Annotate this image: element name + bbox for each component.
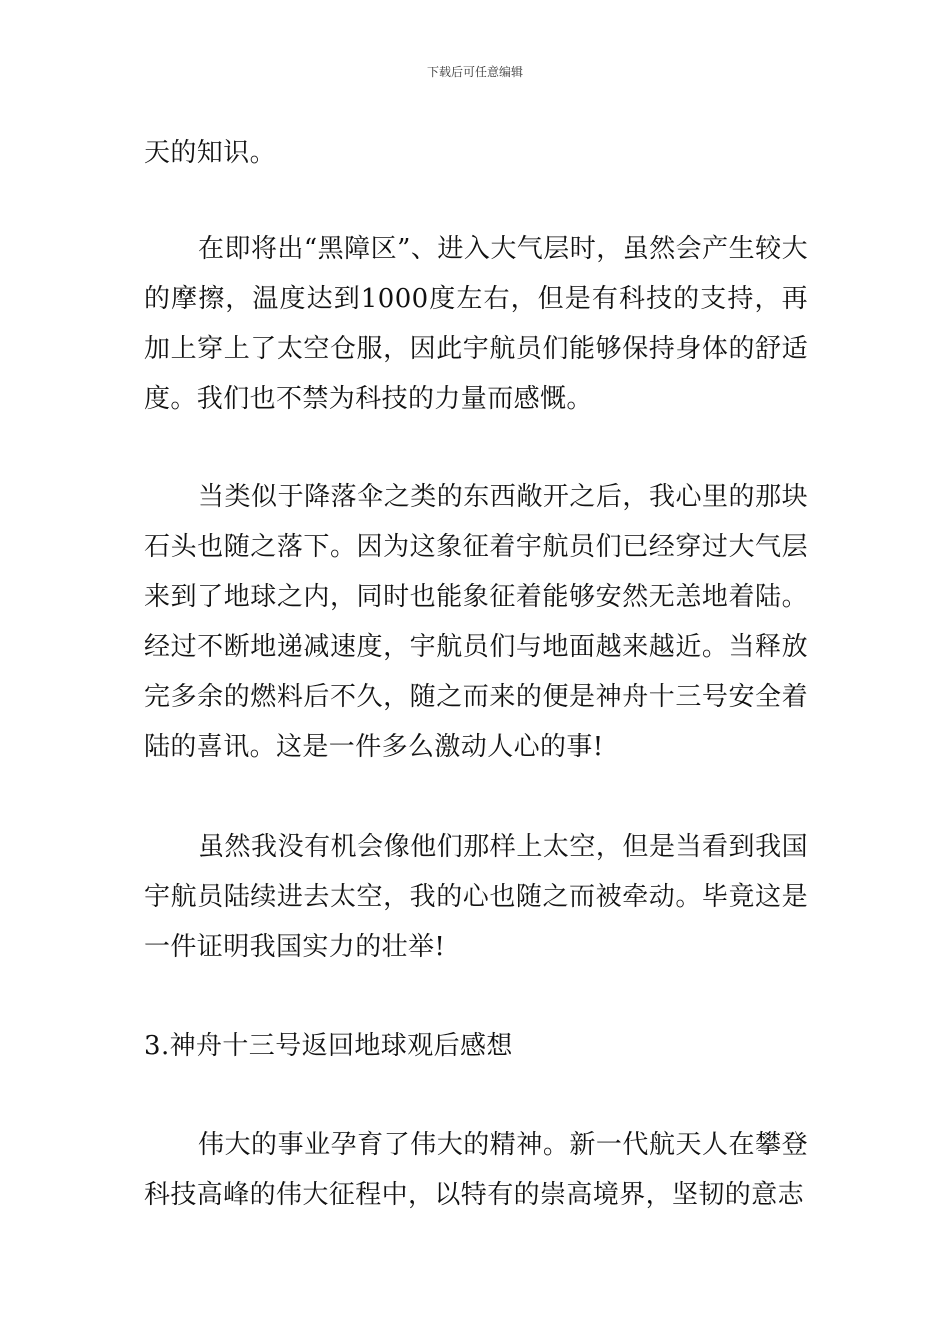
paragraph-parachute-landing: 当类似于降落伞之类的东西敞开之后，我心里的那块石头也随之落下。因为这象征着宇航员们已经穿过大气层来到了地球之内，同时也能象征着能够安然无恙地着陆。经过不断地递减速度，宇航员们与地面越来越近。当释放完多余的燃料后不久，随之而来的便是神舟十三号安全着陆的喜讯。这是一件多么激动人心的事! <box>144 482 808 762</box>
section-heading: 3.神舟十三号返回地球观后感想 <box>144 1031 513 1061</box>
paragraph-continuation: 天的知识。 <box>144 138 277 168</box>
page-header: 下载后可任意编辑 <box>426 65 523 79</box>
paragraph-reentry: 在即将出“黑障区”、进入大气层时，虽然会产生较大的摩擦，温度达到1000度左右，但是有科技的支持，再加上穿上了太空仓服，因此宇航员们能够保持身体的舒适度。我们也不禁为科技的力量而感慨。 <box>144 234 808 414</box>
paragraph-spirit: 伟大的事业孕育了伟大的精神。新一代航天人在攀登科技高峰的伟大征程中，以特有的崇高境界，坚韧的意志 <box>144 1130 808 1210</box>
paragraph-reflection: 虽然我没有机会像他们那样上太空，但是当看到我国宇航员陆续进去太空，我的心也随之而被牵动。毕竟这是一件证明我国实力的壮举! <box>144 832 808 962</box>
